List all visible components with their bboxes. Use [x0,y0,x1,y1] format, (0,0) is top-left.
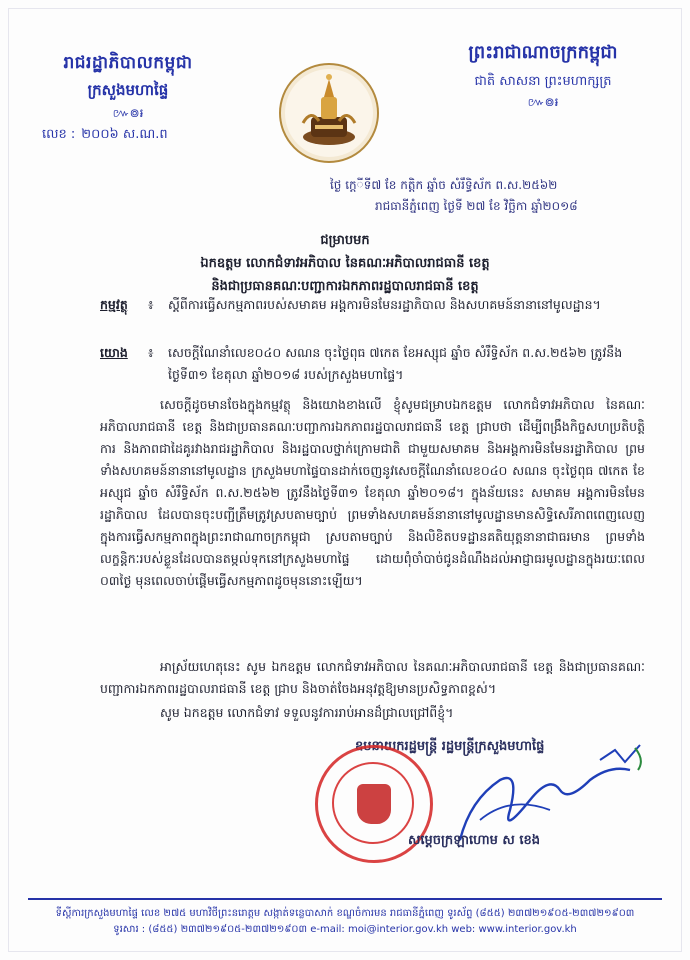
body-paragraph-3: សូម ឯកឧត្តម លោកជំទាវ ទទួលនូវការរាប់អានដ៏ជ្រាលជ្រៅពីខ្ញុំ។ [160,705,454,720]
kingdom-name: ព្រះរាជាណាចក្រកម្ពុជា [468,42,618,63]
royal-emblem-seal [279,63,379,163]
recipient-line-2: និងជាប្រធានគណៈបញ្ជាការឯកភាពរដ្ឋបាលរាជធានី ខេត្ត [211,279,479,294]
ministry-header [28,52,228,123]
lunar-date: ថ្ងៃ កេ្តីទី៧ ខែ កត្តិក ឆ្នាំច សំរឹទ្ធិស័ក ព.ស.២៥៦២ [330,178,558,192]
reference-separator: ៖ [148,345,154,360]
solar-date: រាជធានីភ្នំពេញ ថ្ងៃទី ២៧ ខែ វិច្ឆិកា ឆ្នាំ២០១៨ [375,199,578,213]
salutation: ជម្រាបមក [320,233,370,248]
recipient-line-1: ឯកឧត្តម លោកជំទាវអភិបាល នៃគណៈអភិបាលរាជធានី ខេត្ត [200,256,490,271]
reference-text: សេចក្តីណែនាំលេខ០៤០ សណន ចុះថ្ងៃពុធ ៧កេត ខែអស្សុជ ឆ្នាំច សំរឹទ្ធិស័ក ព.ស.២៥៦២ ត្រូវនឹងថ្ងៃទី៣១ ខែតុលា ឆ្នាំ២០១៨ របស់ក្រសួងមហាផ្ទៃ។ [168,345,623,382]
signatory-name: សម្តេចក្រឡាហោម ស ខេង [408,833,540,848]
footer-address: ទីស្តីការក្រសួងមហាផ្ទៃ លេខ ២៧៥ មហាវិថីព្រះនរោត្តម សង្កាត់ទន្លេបាសាក់ ខណ្ឌចំការមន រាជធានីភ្នំពេញ ទូរស័ព្ទ (៨៥៥) ២៣៧២១៩០៥-២៣៧២១៩០៣ [55,908,635,919]
header-ornament: ៚៙៛ [112,106,144,120]
ministry-name: ក្រសួងមហាផ្ទៃ [87,81,169,99]
emblem-icon [281,65,377,161]
body-paragraph-1: សេចក្តីដូចមានចែងក្នុងកម្មវត្ថុ និងយោងខាងលើ ខ្ញុំសូមជម្រាបឯកឧត្តម លោកជំទាវអភិបាល នៃគណៈអភិបាលរាជធានី ខេត្ត និងជាប្រធានគណៈបញ្ជាការឯកភាពរដ្ឋបាលរាជធានី ខេត្ត ជ្រាបថា ដើម្បីពង្រឹងកិច្ចសហប្រតិបត្តិការ និងភាពជាដៃគូរវាងរាជរដ្ឋាភិបាល និងរដ្ឋបាលថ្នាក់ក្រោមជាតិ ជាមួយសមាគម និងអង្គការមិនមែនរដ្ឋាភិបាល ព្រមទាំងសហគមន៍នានានៅមូលដ្ឋាន ក្រសួងមហាផ្ទៃបានដាក់ចេញនូវសេចក្តីណែនាំលេខ០៤០ សណន ចុះថ្ងៃពុធ ៧កេត ខែអស្សុជ ឆ្នាំច សំរឹទ្ធិស័ក ព.ស.២៥៦២ ត្រូវនឹងថ្ងៃទី៣១ ខែតុលា ឆ្នាំ២០១៨។ ក្នុងន័យនេះ សមាគម អង្គការមិនមែនរដ្ឋាភិបាល ដែលបានចុះបញ្ជីត្រឹមត្រូវស្របតាមច្បាប់ ព្រមទាំងសហគមន៍នានានៅមូលដ្ឋានមានសិទ្ធិសេរីភាពពេញលេញក្នុងការធ្វើសកម្មភាពក្នុងព្រះរាជាណាចក្រកម្ពុជា ស្របតាមច្បាប់ និងលិខិតបទដ្ឋានគតិយុត្តនានាជាធរមាន ព្រមទាំងលក្ខន្តិកៈរបស់ខ្លួនដែលបានតម្កល់ទុកនៅក្រសួងមហាផ្ទៃ ដោយពុំចាំបាច់ជូនដំណឹងដល់អាជ្ញាធរមូលដ្ឋានក្នុងរយៈពេល ០៣ថ្ងៃ មុនពេលចាប់ផ្តើមធ្វើសកម្មភាពដូចមុននោះឡើយ។ [100,397,645,588]
signatory-title: ឧបនាយករដ្ឋមន្ត្រី រដ្ឋមន្ត្រីក្រសួងមហាផ្ទៃ [355,739,545,754]
footer-divider [28,898,662,900]
government-name: រាជរដ្ឋាភិបាលកម្ពុជា [63,53,193,73]
subject-row [100,294,640,316]
motto-ornament: ៚៙៛ [527,95,559,109]
ref-value: ២០០៦ ស.ណ.ព [81,127,168,142]
body-paragraph-2: អាស្រ័យហេតុនេះ សូម ឯកឧត្តម លោកជំទាវអភិបាល នៃគណៈអភិបាលរាជធានី ខេត្ត និងជាប្រធានគណៈបញ្ជាការឯកភាពរដ្ឋបាលរាជធានី ខេត្ត ជ្រាប និងចាត់ចែងអនុវត្តឱ្យមានប្រសិទ្ធភាពខ្ពស់។ [100,659,645,696]
reference-label: យោង [100,345,128,360]
subject-label: កម្មវត្ថុ [100,297,128,312]
reference-number [42,126,168,145]
ref-label: លេខ : [42,127,76,142]
footer-contacts: ទូរសារ : (៨៥៥) ២៣៧២១៩០៥-២៣៧២១៩០៣ e-mail: moi@interior.gov.kh web: www.interior.gov.kh [113,924,577,935]
national-motto: ជាតិ សាសនា ព្រះមហាក្សត្រ [474,74,612,89]
subject-separator: ៖ [148,297,154,312]
recipient-block [90,232,600,297]
stamp-emblem-icon [357,784,391,824]
subject-text: ស្តីពីការធ្វើសកម្មភាពរបស់សមាគម អង្គការមិនមែនរដ្ឋាភិបាល និងសហគមន៍នានានៅមូលដ្ឋាន។ [168,297,601,312]
reference-row [100,342,640,386]
kingdom-header [438,40,648,112]
